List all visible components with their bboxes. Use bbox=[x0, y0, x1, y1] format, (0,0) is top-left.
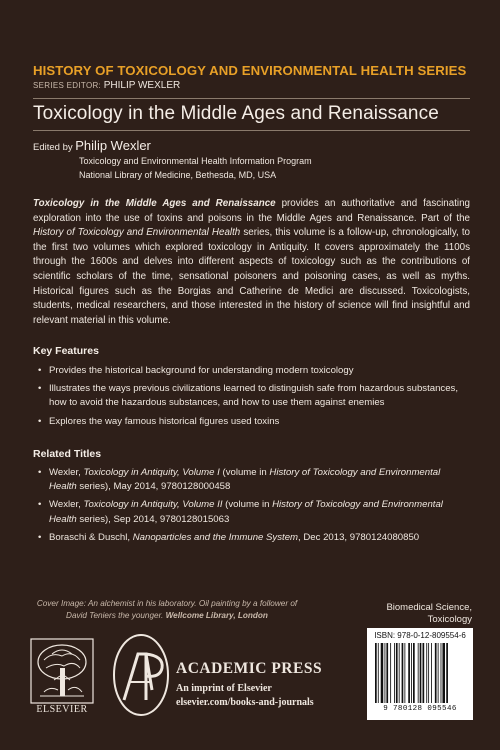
related-text: series), May 2014, 9780128000458 bbox=[76, 481, 231, 493]
edited-by-label: Edited by bbox=[33, 142, 73, 153]
barcode bbox=[367, 628, 473, 720]
feature-text: Provides the historical background for understanding modern toxicology bbox=[49, 365, 354, 376]
related-text: Wexler, bbox=[49, 499, 84, 511]
divider bbox=[33, 98, 470, 99]
related-text: (volume in bbox=[219, 467, 270, 478]
book-description bbox=[33, 197, 470, 328]
feature-text: Illustrates the ways previous civilizations learned to distinguish safe from hazardous substances, how to avoid the hazardous substances, and how to use them against enemies bbox=[49, 383, 459, 409]
elsevier-wordmark: ELSEVIER bbox=[36, 704, 88, 715]
isbn-text: ISBN: 978-0-12-809554-6 bbox=[374, 631, 466, 640]
publisher-imprint: An imprint of Elsevier bbox=[176, 683, 272, 694]
related-series: History of Toxicology and Environmental Health bbox=[49, 467, 441, 493]
credit-text: Cover Image: An alchemist in his laboratory. Oil painting by a follower of bbox=[36, 599, 298, 608]
description-text: provides an authoritative and fascinating exploration into the use of toxins and poisons in the Middle Ages and Renaissance. Part of the bbox=[33, 198, 470, 224]
credit-text: David Teniers the younger. bbox=[66, 610, 164, 620]
academic-press-logo bbox=[110, 630, 172, 720]
subject-line: Toxicology bbox=[427, 614, 472, 625]
related-text: Wexler, bbox=[49, 467, 84, 478]
key-features-list bbox=[38, 364, 468, 433]
cover-credit bbox=[33, 598, 301, 621]
list-item bbox=[38, 466, 468, 494]
affiliation-line: National Library of Medicine, Bethesda, MD, USA bbox=[79, 170, 277, 180]
list-item bbox=[38, 364, 468, 378]
editor-affiliation bbox=[79, 154, 312, 182]
subject-line: Biomedical Science, bbox=[386, 602, 472, 613]
related-series: History of Toxicology and Environmental Health bbox=[49, 499, 443, 525]
description-text: series, this volume is a follow-up, chronologically, to the first two volumes which explored toxicology in Antiquity. It covers approximately the 1100s through the 1600s and delves into different aspects of toxicology such as the contributions of scientific scholars of the time, sensational poisoners and poisoning cases, as well as myths. Historical figures such as the Borgias and Catherine de Medici are discussed. Toxicologists, students, medical researchers, and those interested in the history of science will find insightful and relevant material in this volume. bbox=[33, 227, 470, 326]
related-text: , Dec 2013, 9780124080850 bbox=[298, 531, 420, 543]
bullet: • bbox=[38, 531, 42, 543]
barcode-digits: 9 780128 095546 bbox=[383, 705, 457, 713]
bullet: • bbox=[38, 415, 42, 427]
list-item bbox=[38, 382, 468, 410]
list-item bbox=[38, 415, 468, 429]
bullet: • bbox=[38, 499, 42, 511]
publisher-url: elsevier.com/books-and-journals bbox=[176, 697, 314, 708]
credit-source: Wellcome Library, London bbox=[165, 610, 268, 620]
series-title: HISTORY OF TOXICOLOGY AND ENVIRONMENTAL HEALTH SERIES bbox=[33, 63, 467, 78]
edited-by bbox=[33, 138, 151, 153]
related-title: Nanoparticles and the Immune System bbox=[132, 531, 299, 543]
key-features-heading: Key Features bbox=[33, 345, 99, 357]
divider bbox=[33, 130, 470, 131]
book-title: Toxicology in the Middle Ages and Renaissance bbox=[33, 103, 439, 124]
related-text: Boraschi & Duschl, bbox=[49, 531, 133, 543]
related-title: Toxicology in Antiquity, Volume II bbox=[83, 499, 223, 511]
description-series: History of Toxicology and Environmental Health bbox=[33, 227, 241, 239]
bullet: • bbox=[38, 365, 42, 376]
related-titles-heading: Related Titles bbox=[33, 448, 102, 460]
series-editor-label: SERIES EDITOR: bbox=[33, 81, 102, 90]
related-text: series), Sep 2014, 9780128015063 bbox=[76, 513, 230, 525]
bullet: • bbox=[38, 383, 42, 395]
series-editor bbox=[33, 80, 180, 91]
affiliation-line: Toxicology and Environmental Health Information Program bbox=[79, 156, 312, 166]
publisher-name: ACADEMIC PRESS bbox=[176, 660, 323, 677]
series-editor-name: PHILIP WEXLER bbox=[103, 80, 181, 91]
barcode-bars bbox=[375, 643, 465, 703]
editor-name: Philip Wexler bbox=[75, 138, 151, 153]
subject-category bbox=[370, 602, 472, 626]
list-item bbox=[38, 498, 468, 526]
related-text: (volume in bbox=[222, 499, 273, 511]
feature-text: Explores the way famous historical figures used toxins bbox=[49, 415, 280, 427]
description-lead: Toxicology in the Middle Ages and Renaissance bbox=[33, 198, 276, 209]
list-item bbox=[38, 531, 468, 545]
related-titles-list bbox=[38, 466, 468, 549]
related-title: Toxicology in Antiquity, Volume I bbox=[83, 467, 220, 478]
bullet: • bbox=[38, 467, 42, 478]
